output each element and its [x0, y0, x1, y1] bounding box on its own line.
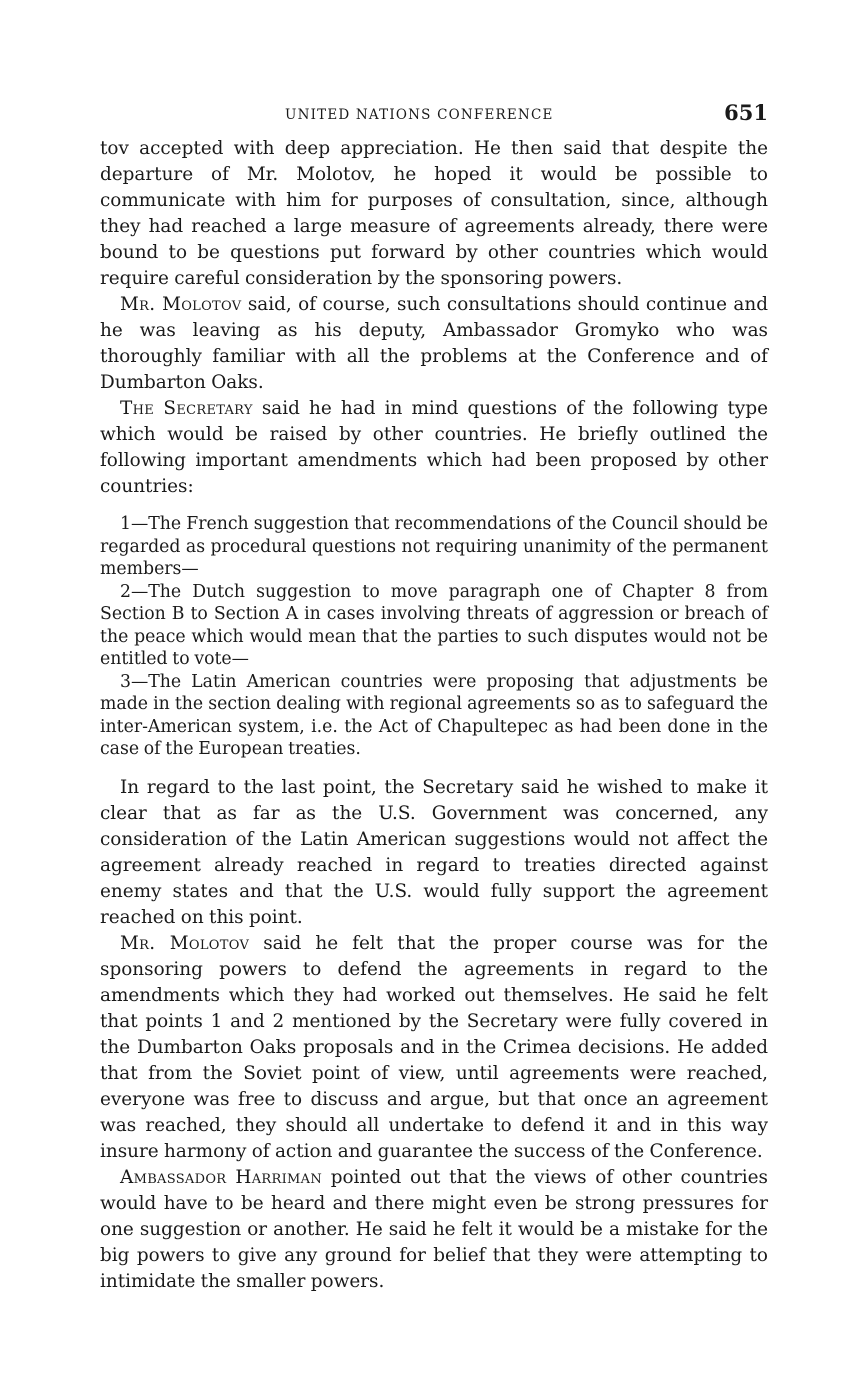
- speaker-name: Ambassador Harriman: [120, 1166, 322, 1188]
- paragraph-text: said, of course, such consultations should continue and he was leaving as his deputy, Ambassador Gromyko who was thoroughly familiar with all the problems at the Conference and of Dumbarton Oaks.: [100, 294, 768, 393]
- paragraph-text: said he had in mind questions of the following type which would be raised by other countries. He briefly outlined the following important amendments which had been proposed by other countries:: [100, 398, 768, 497]
- paragraph-5: [100, 931, 768, 1165]
- document-page: [100, 100, 768, 1295]
- speaker-name: Mr. Molotov: [120, 294, 242, 315]
- page-number: 651: [724, 100, 768, 125]
- page-header: [100, 100, 768, 136]
- paragraph-1: tov accepted with deep appreciation. He then said that despite the departure of Mr. Molotov, he hoped it would be possible to communicate with him for purposes of consultation, since, although they had reached a large measure of agreements already, there were bound to be questions put forward by other countries which would require careful consideration by the sponsoring powers.: [100, 138, 768, 289]
- amendments-list: [100, 513, 768, 761]
- speaker-name: The Secretary: [120, 398, 253, 419]
- list-item: 1—The French suggestion that recommendations of the Council should be regarded as procedural questions not requiring unanimity of the permanent members—: [100, 514, 768, 579]
- list-item: 2—The Dutch suggestion to move paragraph one of Chapter 8 from Section B to Section A in cases involving threats of aggression or breach of the peace which would mean that the parties to such disputes would not be entitled to vote—: [100, 581, 768, 669]
- paragraph-2: [100, 292, 768, 396]
- paragraph-text: said he felt that the proper course was for the sponsoring powers to defend the agreements in regard to the amendments which they had worked out themselves. He said he felt that points 1 and 2 mentioned by the Secretary were fully covered in the Dumbarton Oaks proposals and in the Crimea decisions. He added that from the Soviet point of view, until agreements were reached, everyone was free to discuss and argue, but that once an agreement was reached, they should all undertake to defend it and in this way insure harmony of action and guarantee the success of the Conference.: [100, 932, 768, 1162]
- paragraph-3: [100, 396, 768, 500]
- list-item: 3—The Latin American countries were proposing that adjustments be made in the section dealing with regional agreements so as to safeguard the inter-American system, i.e. the Act of Chapultepec as had been done in the case of the European treaties.: [100, 671, 768, 759]
- speaker-name: Mr. Molotov: [120, 932, 250, 954]
- paragraph-4: In regard to the last point, the Secretary said he wished to make it clear that as far as the U.S. Government was concerned, any consideration of the Latin American suggestions would not affect the agreement already reached in regard to treaties directed against enemy states and that the U.S. would fully support the agreement reached on this point.: [100, 776, 768, 928]
- running-head: UNITED NATIONS CONFERENCE: [285, 107, 554, 123]
- paragraph-6: [100, 1165, 768, 1295]
- paragraph-text: pointed out that the views of other countries would have to be heard and there might even be strong pressures for one suggestion or another. He said he felt it would be a mistake for the big powers to give any ground for belief that they were attempting to intimidate the smaller powers.: [100, 1166, 768, 1292]
